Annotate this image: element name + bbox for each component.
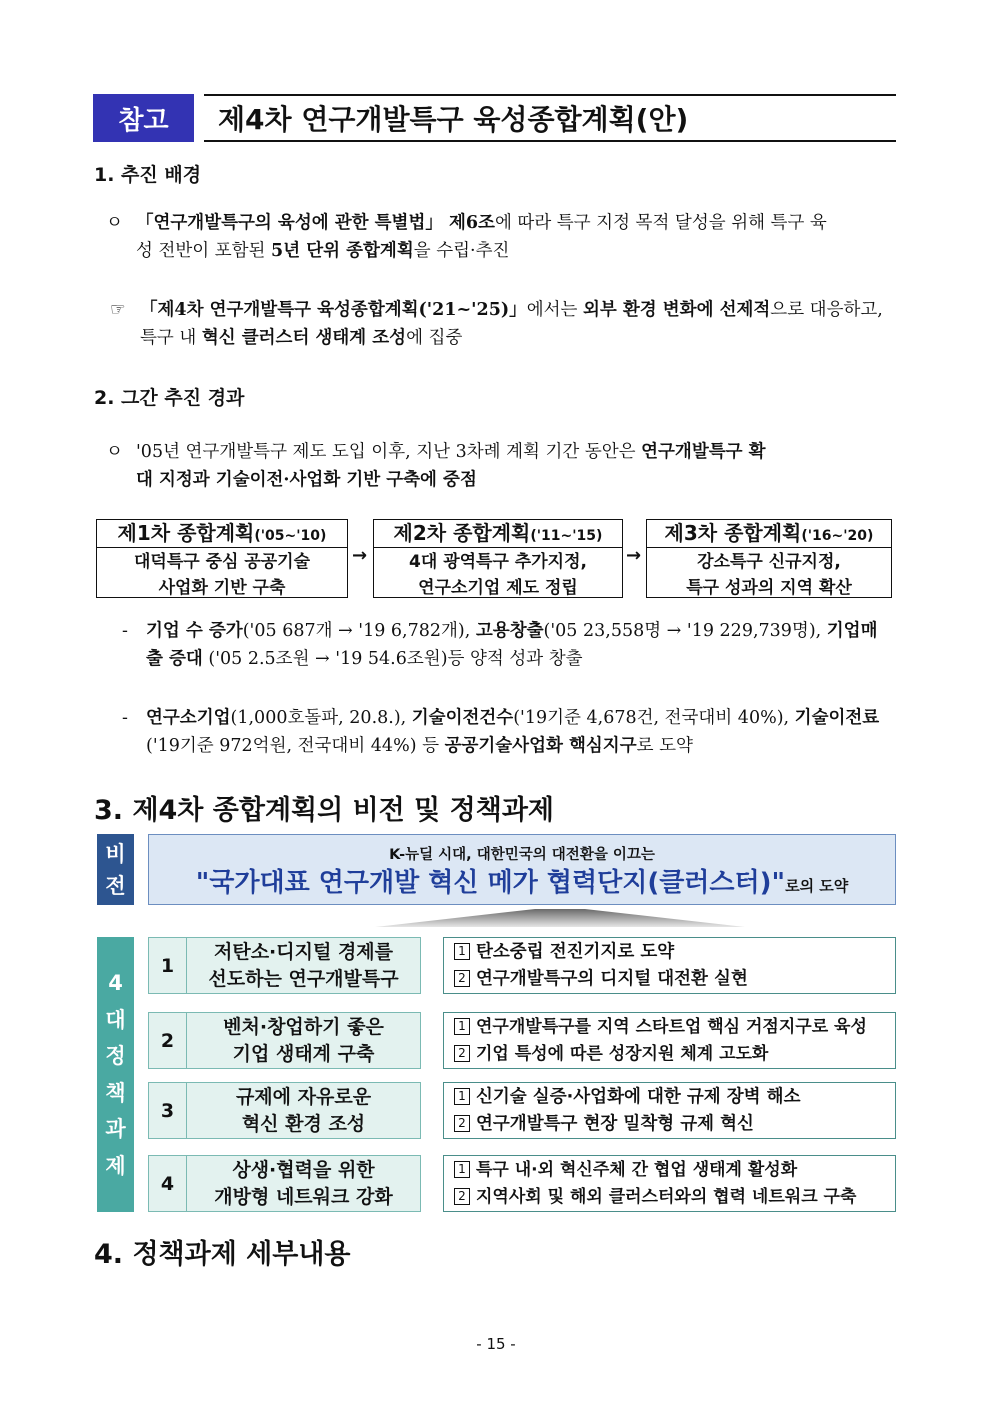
page-number: - 15 - xyxy=(476,1335,516,1353)
reference-badge: 참고 xyxy=(93,94,194,142)
plan-arrow-1: → xyxy=(352,545,368,566)
plan-box-3: 제3차 종합계획('16~'20) 강소특구 신규지정, 특구 성과의 지역 확산 xyxy=(646,519,892,598)
task-box-1: 1 저탄소·디지털 경제를 선도하는 연구개발특구 xyxy=(148,937,421,994)
plan-arrow-2: → xyxy=(626,545,642,566)
vision-label: 비 전 xyxy=(97,834,134,905)
vision-subtitle: K-뉴딜 시대, 대한민국의 대전환을 이끄는 xyxy=(389,847,655,863)
vision-statement: "국가대표 연구개발 혁신 메가 협력단지(클러스터)"로의 도약 xyxy=(195,868,849,898)
task-detail-4: 1 특구 내·외 혁신주체 간 협업 생태계 활성화 2 지역사회 및 해외 클러스터와의 협력 네트워크 구축 xyxy=(443,1155,896,1212)
task-box-4: 4 상생·협력을 위한 개방형 네트워크 강화 xyxy=(148,1155,421,1212)
section1-para1: ㅇ 「연구개발특구의 육성에 관한 특별법」 제6조에 따라 특구 지정 목적 달성을 위해 특구 육 성 전반이 포함된 5년 단위 종합계획을 수립·추진 xyxy=(106,213,827,261)
section1-para2: ☞ 「제4차 연구개발특구 육성종합계획('21~'25)」에서는 외부 환경 변화에 선제적으로 대응하고, 특구 내 혁신 클러스터 생태계 조성에 집중 xyxy=(110,300,883,348)
task-box-2: 2 벤처·창업하기 좋은 기업 생태계 구축 xyxy=(148,1012,421,1069)
task-box-3: 3 규제에 자유로운 혁신 환경 조성 xyxy=(148,1082,421,1139)
section1-heading: 1. 추진 배경 xyxy=(94,164,202,186)
section2-heading: 2. 그간 추진 경과 xyxy=(94,387,245,409)
page-title: 제4차 연구개발특구 육성종합계획(안) xyxy=(204,94,896,142)
task-detail-2: 1 연구개발특구를 지역 스타트업 핵심 거점지구로 육성 2 기업 특성에 따른 성장지원 체계 고도화 xyxy=(443,1012,896,1069)
section2-bullet2: - 연구소기업(1,000호돌파, 20.8.), 기술이전건수('19기준 4,678건, 전국대비 40%), 기술이전료 ('19기준 972억원, 전국대비 44%) 등 공공기술사업화 핵심지구로 도약 xyxy=(122,708,880,756)
vision-shadow-shape xyxy=(370,907,750,929)
section2-para1: ㅇ '05년 연구개발특구 제도 도입 이후, 지난 3차례 계획 기간 동안은 연구개발특구 확 대 지정과 기술이전·사업화 기반 구축에 중점 xyxy=(106,442,766,490)
task-detail-3: 1 신기술 실증·사업화에 대한 규제 장벽 해소 2 연구개발특구 현장 밀착형 규제 혁신 xyxy=(443,1082,896,1139)
task-detail-1: 1 탄소중립 전진기지로 도약 2 연구개발특구의 디지털 대전환 실현 xyxy=(443,937,896,994)
strategy-label: 4 대 정 책 과 제 xyxy=(97,937,134,1212)
section3-heading: 3. 제4차 종합계획의 비전 및 정책과제 xyxy=(94,795,554,826)
section2-bullet1: - 기업 수 증가('05 687개 → '19 6,782개), 고용창출('05 23,558명 → '19 229,739명), 기업매 출 증대 ('05 2.5조원 → '19 54.6조원)등 양적 성과 창출 xyxy=(122,621,878,669)
section4-heading: 4. 정책과제 세부내용 xyxy=(94,1239,351,1270)
plan-box-2: 제2차 종합계획('11~'15) 4대 광역특구 추가지정, 연구소기업 제도 정립 xyxy=(373,519,623,598)
vision-box xyxy=(148,834,896,905)
plan-box-1: 제1차 종합계획('05~'10) 대덕특구 중심 공공기술 사업화 기반 구축 xyxy=(96,519,348,598)
